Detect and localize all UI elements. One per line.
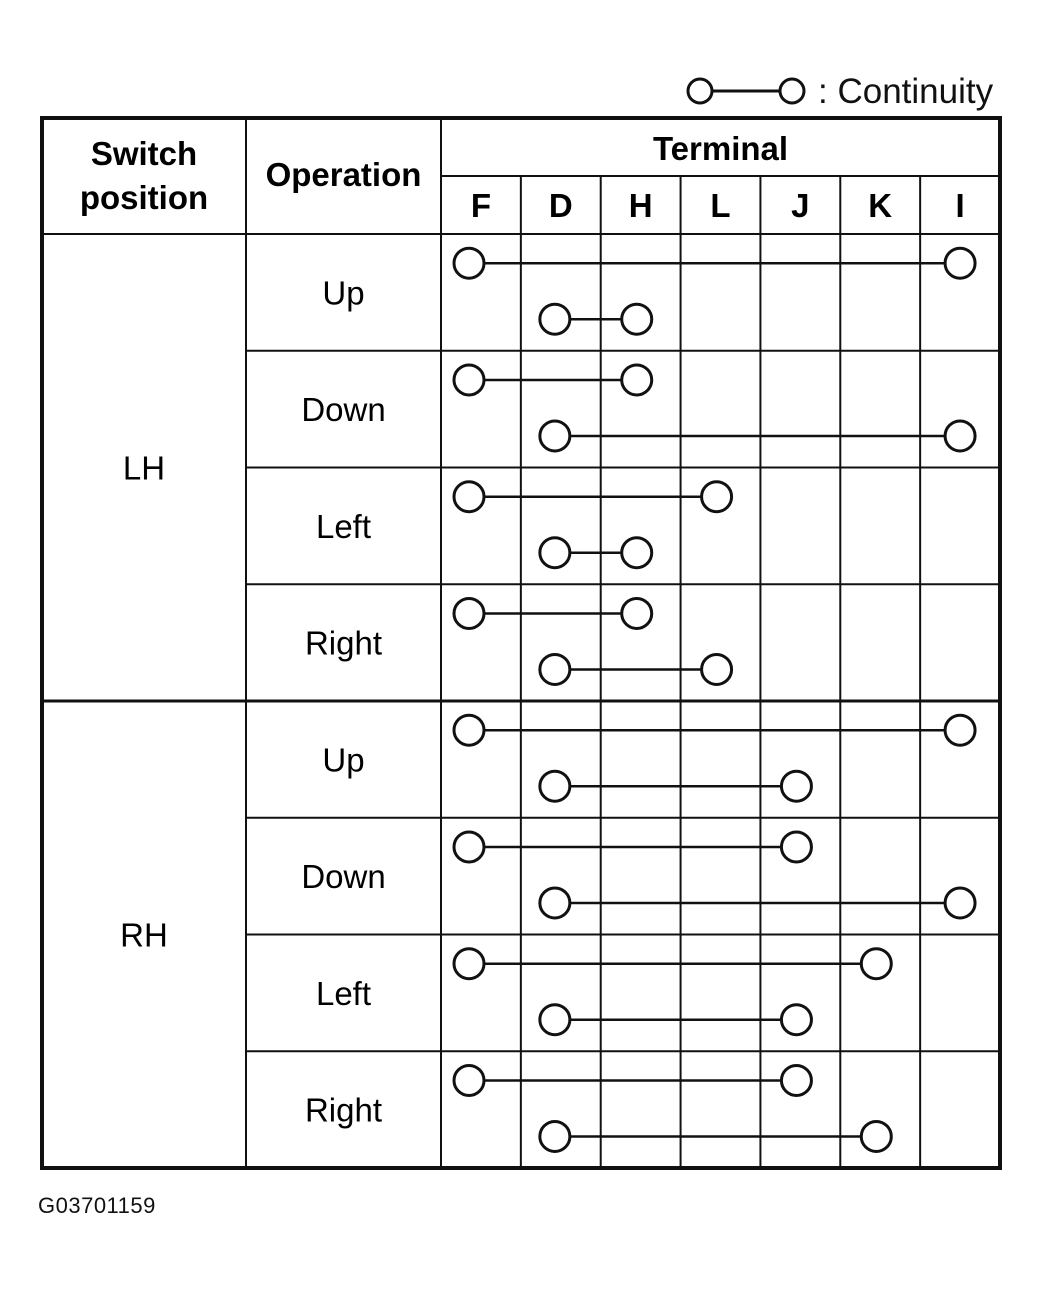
terminal-label-F: F xyxy=(470,187,492,224)
continuity-node-J xyxy=(781,1065,811,1095)
continuity-node-I xyxy=(945,715,975,745)
operation-rh-down: Down xyxy=(301,858,386,896)
continuity-node-F xyxy=(454,482,484,512)
continuity-node-F xyxy=(454,832,484,862)
continuity-node-L xyxy=(702,654,732,684)
continuity-node-J xyxy=(781,1005,811,1035)
operation-rh-up: Up xyxy=(322,741,365,779)
continuity-node-D xyxy=(540,888,570,918)
operation-rh-left: Left xyxy=(315,974,372,1012)
continuity-node-J xyxy=(781,771,811,801)
continuity-node-D xyxy=(540,1005,570,1035)
continuity-node-H xyxy=(622,598,652,628)
continuity-node-I xyxy=(945,888,975,918)
continuity-node-D xyxy=(540,304,570,334)
operation-lh-right: Right xyxy=(304,624,383,662)
terminal-label-H: H xyxy=(628,187,653,224)
terminal-label-D: D xyxy=(548,187,573,224)
continuity-node-L xyxy=(702,482,732,512)
switch-position-lh: LH xyxy=(122,449,166,487)
continuity-node-I xyxy=(945,248,975,278)
continuity-node-F xyxy=(454,949,484,979)
continuity-node-F xyxy=(454,1065,484,1095)
continuity-node-K xyxy=(861,949,891,979)
operation-rh-right: Right xyxy=(304,1091,383,1129)
legend-label: : Continuity xyxy=(818,72,994,111)
continuity-node-H xyxy=(622,365,652,395)
continuity-node-D xyxy=(540,421,570,451)
continuity-node-K xyxy=(861,1121,891,1151)
continuity-node-D xyxy=(540,1121,570,1151)
continuity-node-F xyxy=(454,715,484,745)
continuity-node-J xyxy=(781,832,811,862)
operation-lh-up: Up xyxy=(322,274,365,312)
terminal-label-K: K xyxy=(868,187,893,224)
operation-lh-left: Left xyxy=(315,507,372,545)
continuity-node-D xyxy=(540,771,570,801)
continuity-node-H xyxy=(622,538,652,568)
header-switch-position-line1: Switch xyxy=(90,135,198,172)
continuity-node-F xyxy=(454,248,484,278)
header-operation: Operation xyxy=(265,156,422,193)
operation-lh-down: Down xyxy=(301,391,386,429)
terminal-label-J: J xyxy=(791,187,810,224)
header-terminal: Terminal xyxy=(652,130,789,167)
terminal-label-L: L xyxy=(710,187,731,224)
continuity-node-F xyxy=(454,598,484,628)
continuity-node-H xyxy=(622,304,652,334)
continuity-node-F xyxy=(454,365,484,395)
terminal-label-I: I xyxy=(955,187,965,224)
continuity-node-D xyxy=(540,538,570,568)
figure-id: G03701159 xyxy=(38,1193,156,1218)
continuity-node-D xyxy=(540,654,570,684)
continuity-node-I xyxy=(945,421,975,451)
switch-position-rh: RH xyxy=(120,916,168,954)
header-switch-position-line2: position xyxy=(79,179,209,216)
